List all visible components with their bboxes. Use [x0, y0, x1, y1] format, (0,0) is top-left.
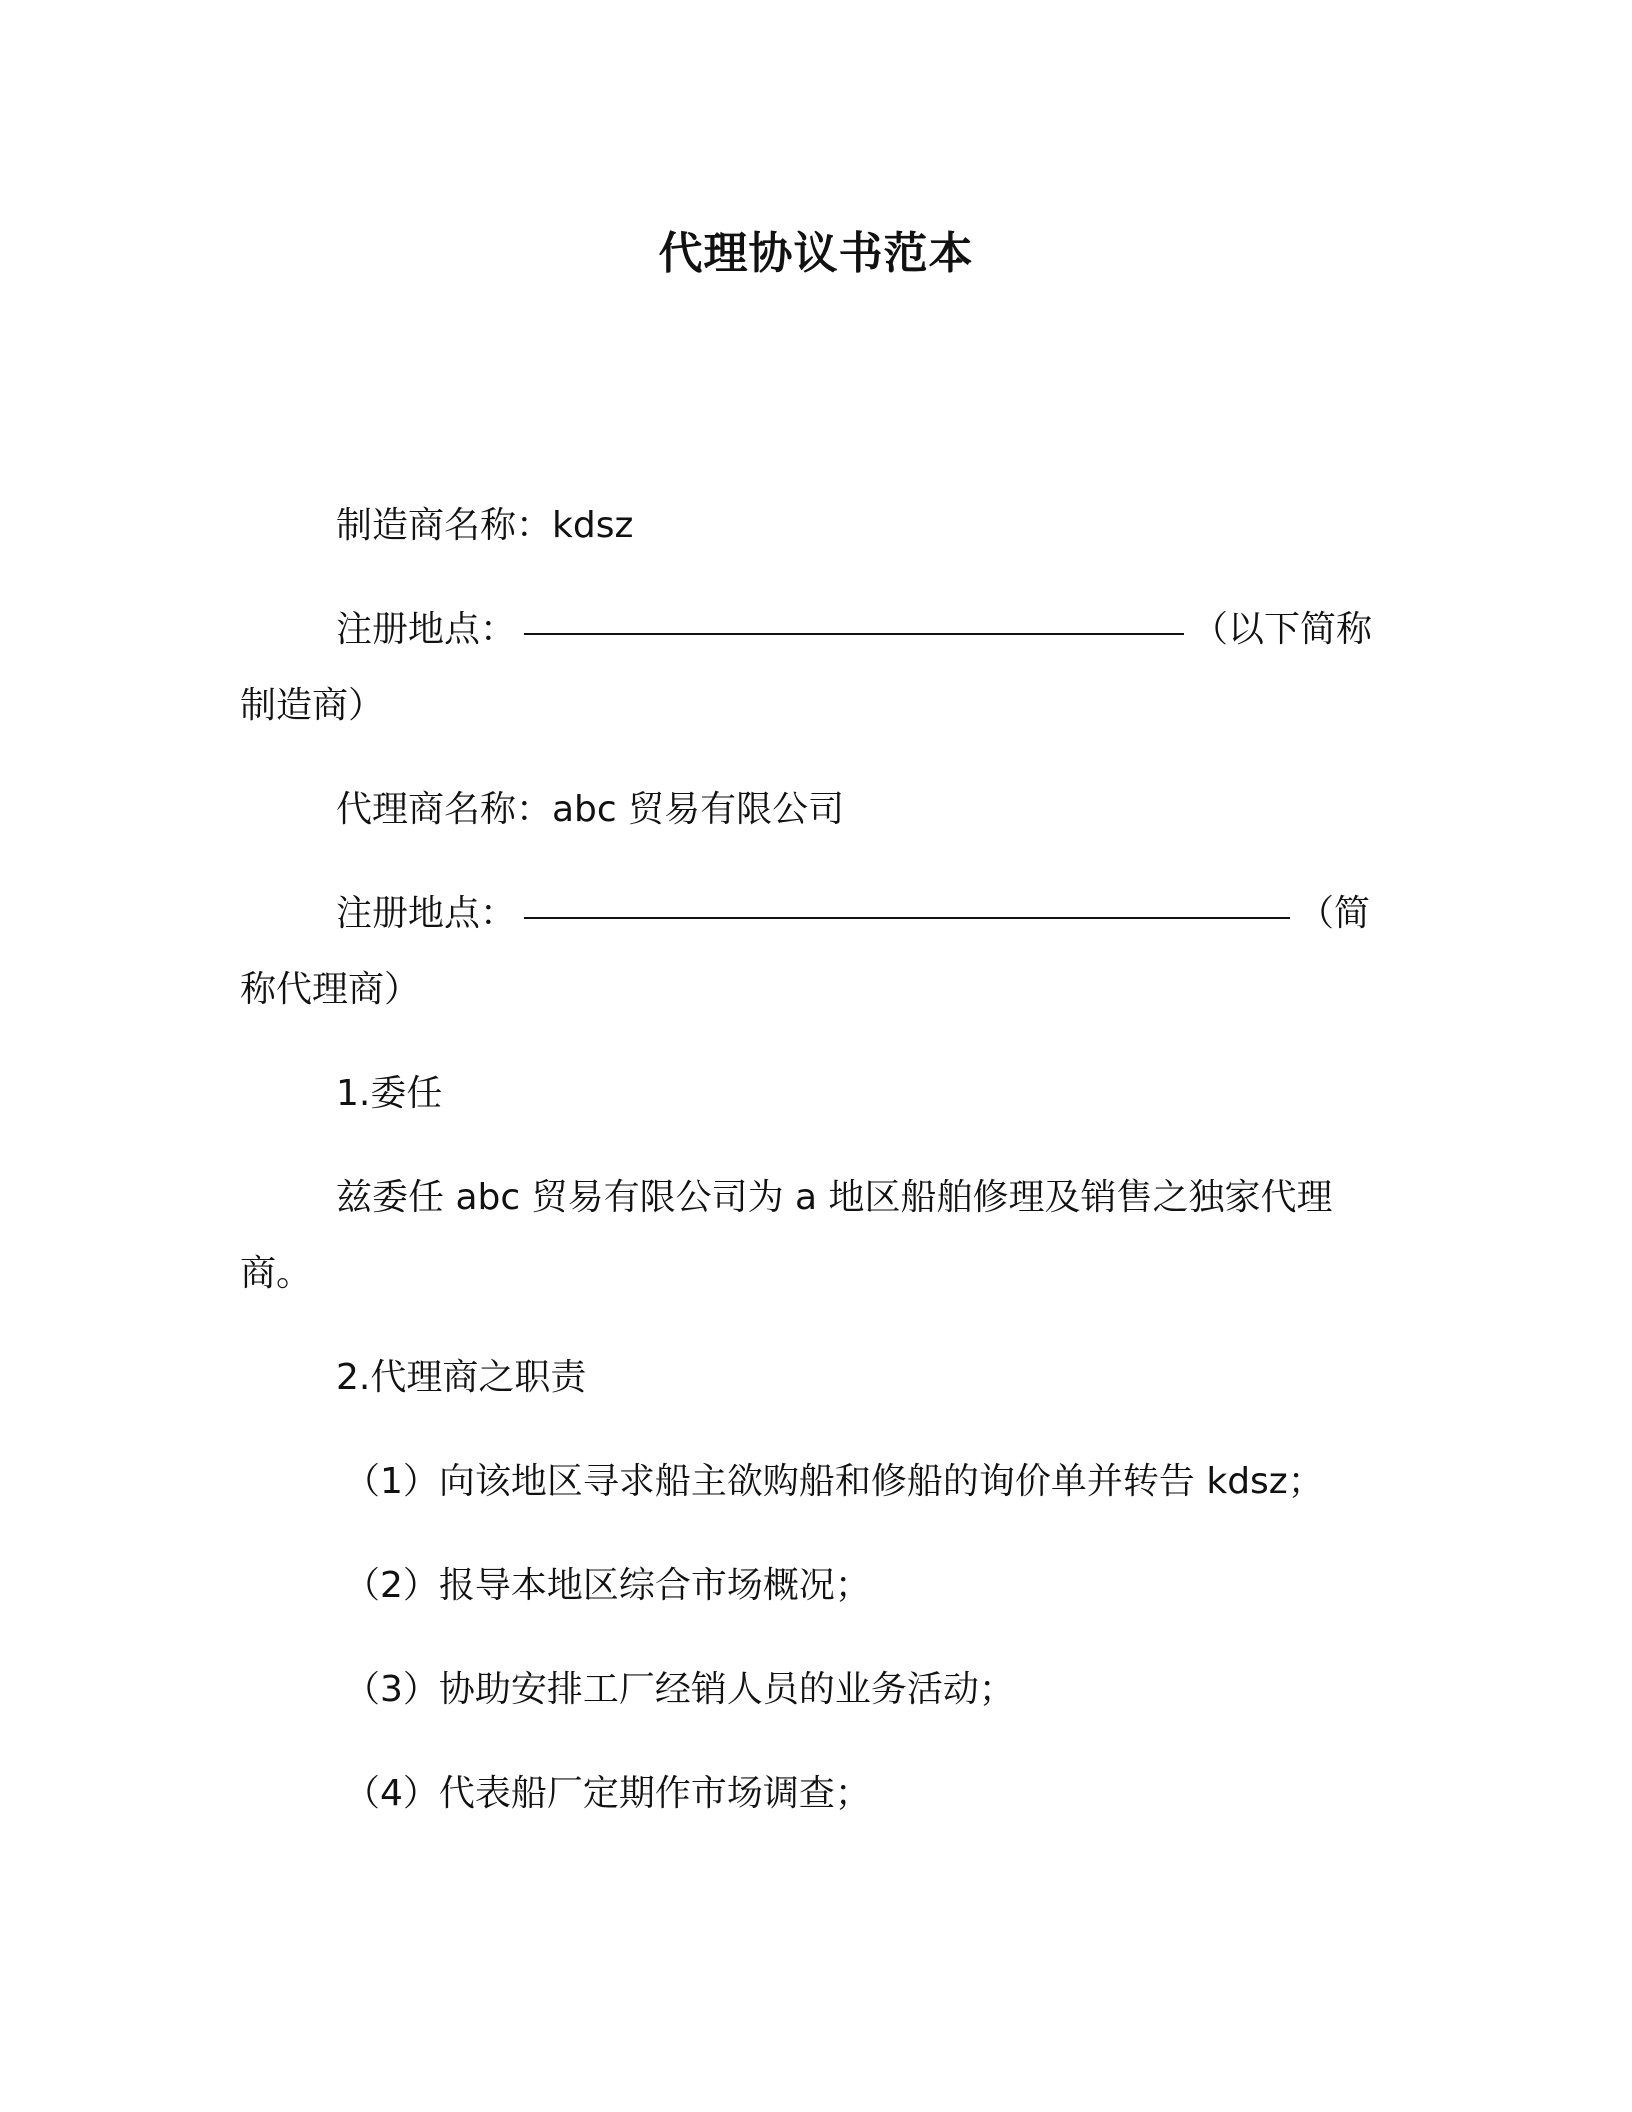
manufacturer-name-line: 制造商名称：kdsz: [336, 505, 634, 546]
duty-item: （3）协助安排工厂经销人员的业务活动；: [344, 1669, 1015, 1710]
manufacturer-address-label: 注册地点：: [336, 609, 517, 650]
duty-item: （2）报导本地区综合市场概况；: [344, 1565, 871, 1606]
manufacturer-address-suffix: （以下简称制造商）: [240, 609, 1373, 726]
document-body: [240, 488, 1392, 1860]
section-1-heading: 1.委任: [336, 1073, 443, 1114]
agent-address-line: [240, 876, 1392, 1028]
agent-name-line: 代理商名称：abc 贸易有限公司: [336, 789, 845, 830]
section-1-body: 兹委任 abc 贸易有限公司为 a 地区船舶修理及销售之独家代理商。: [240, 1177, 1333, 1294]
agent-address-label: 注册地点：: [336, 893, 517, 934]
agent-address-suffix: （简称代理商）: [240, 893, 1371, 1010]
duty-item: （4）代表船厂定期作市场调查；: [344, 1773, 871, 1814]
manufacturer-address-line: [240, 592, 1392, 744]
document-title: 代理协议书范本: [658, 228, 974, 279]
section-2-heading: 2.代理商之职责: [336, 1357, 587, 1398]
agent-address-blank[interactable]: [524, 877, 1290, 919]
manufacturer-address-blank[interactable]: [524, 593, 1184, 635]
duty-item: （1）向该地区寻求船主欲购船和修船的询价单并转告 kdsz；: [344, 1461, 1324, 1502]
